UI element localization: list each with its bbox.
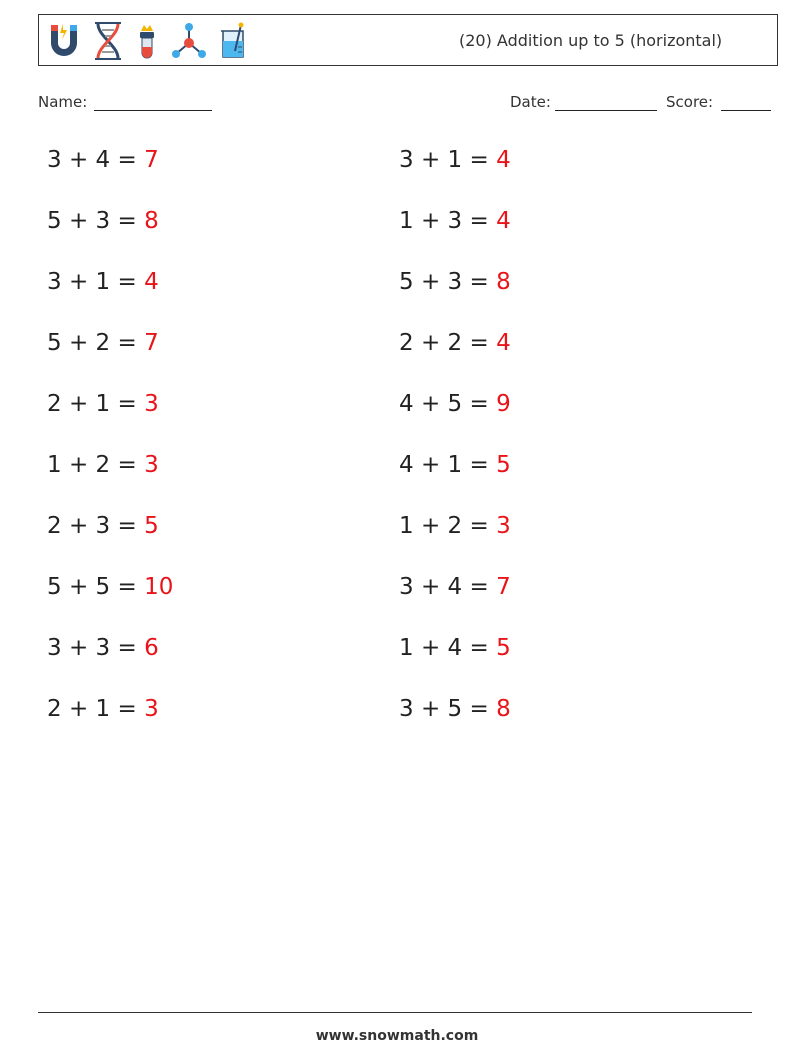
problem-left-3 — [47, 269, 159, 295]
problem-answer: 4 — [496, 330, 511, 356]
worksheet-title: (20) Addition up to 5 (horizontal) — [459, 31, 723, 50]
problem-right-7 — [399, 513, 511, 539]
problem-left-5 — [47, 391, 159, 417]
problem-expression: 3 + 5 = — [399, 696, 497, 722]
problem-answer: 9 — [496, 391, 511, 417]
problem-answer: 7 — [144, 147, 159, 173]
problem-expression: 5 + 2 = — [47, 330, 145, 356]
problem-answer: 4 — [496, 147, 511, 173]
problem-right-1 — [399, 147, 511, 173]
problem-answer: 8 — [144, 208, 159, 234]
problem-answer: 3 — [496, 513, 511, 539]
problem-expression: 2 + 1 = — [47, 391, 145, 417]
problem-right-6 — [399, 452, 511, 478]
problem-answer: 3 — [144, 452, 159, 478]
problem-right-5 — [399, 391, 511, 417]
problem-answer: 3 — [144, 696, 159, 722]
problem-answer: 5 — [496, 452, 511, 478]
problem-expression: 1 + 2 = — [399, 513, 497, 539]
name-label: Name: — [38, 93, 88, 111]
problem-right-4 — [399, 330, 511, 356]
score-label: Score: — [666, 93, 714, 111]
problem-answer: 7 — [496, 574, 511, 600]
problem-answer: 8 — [496, 696, 511, 722]
problem-expression: 2 + 2 = — [399, 330, 497, 356]
problem-left-9 — [47, 635, 159, 661]
problem-left-4 — [47, 330, 159, 356]
problem-expression: 5 + 3 = — [47, 208, 145, 234]
problem-expression: 5 + 3 = — [399, 269, 497, 295]
problem-right-9 — [399, 635, 511, 661]
problem-left-2 — [47, 208, 159, 234]
problem-expression: 3 + 3 = — [47, 635, 145, 661]
problem-expression: 2 + 1 = — [47, 696, 145, 722]
footer-divider — [38, 1012, 752, 1013]
problem-answer: 5 — [496, 635, 511, 661]
problem-answer: 10 — [144, 574, 174, 600]
problem-expression: 4 + 5 = — [399, 391, 497, 417]
problem-expression: 3 + 1 = — [399, 147, 497, 173]
problem-answer: 7 — [144, 330, 159, 356]
problem-expression: 3 + 4 = — [399, 574, 497, 600]
problem-left-6 — [47, 452, 159, 478]
date-label: Date: — [510, 93, 551, 111]
problem-right-10 — [399, 696, 511, 722]
problem-expression: 3 + 4 = — [47, 147, 145, 173]
problem-expression: 3 + 1 = — [47, 269, 145, 295]
problem-answer: 3 — [144, 391, 159, 417]
problem-expression: 2 + 3 = — [47, 513, 145, 539]
problem-right-3 — [399, 269, 511, 295]
problem-expression: 5 + 5 = — [47, 574, 145, 600]
problem-expression: 1 + 2 = — [47, 452, 145, 478]
problem-right-2 — [399, 208, 511, 234]
problem-answer: 5 — [144, 513, 159, 539]
problem-left-10 — [47, 696, 159, 722]
problem-expression: 4 + 1 = — [399, 452, 497, 478]
problem-expression: 1 + 4 = — [399, 635, 497, 661]
problem-left-1 — [47, 147, 159, 173]
problem-answer: 8 — [496, 269, 511, 295]
problem-left-8 — [47, 574, 173, 600]
problem-answer: 6 — [144, 635, 159, 661]
footer-url: www.snowmath.com — [315, 1028, 479, 1044]
problem-answer: 4 — [496, 208, 511, 234]
problem-answer: 4 — [144, 269, 159, 295]
problem-right-8 — [399, 574, 511, 600]
problem-expression: 1 + 3 = — [399, 208, 497, 234]
problem-left-7 — [47, 513, 159, 539]
